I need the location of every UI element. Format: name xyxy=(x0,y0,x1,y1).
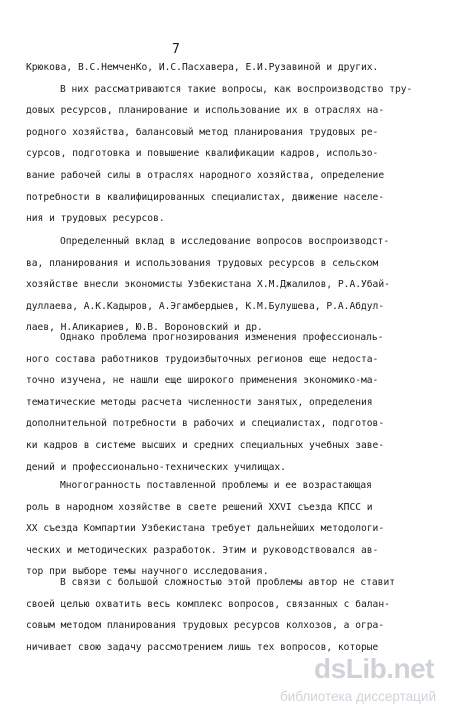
text-line: тор при выборе темы научного исследования. xyxy=(26,566,269,578)
text-line: В них рассматриваются такие вопросы, как воспроизводство тру- xyxy=(60,83,413,95)
paragraph-1 xyxy=(26,57,421,230)
watermark-logo: dsLib.net xyxy=(314,653,434,684)
text-line: ничивает свою задачу рассмотрением лишь тех вопросов, которые xyxy=(26,641,379,653)
text-line: родного хозяйства, балансовый метод планирования трудовых ре- xyxy=(26,126,379,138)
text-line: В связи с большой сложностью этой проблемы автор не ставит xyxy=(60,577,396,588)
paragraph-5 xyxy=(26,572,421,658)
text-line: Определенный вклад в исследование вопросов воспроизводст- xyxy=(60,236,390,247)
text-line: дополнительной потребности в рабочих и специалистах, подготов- xyxy=(26,418,385,430)
text-line: ния и трудовых ресурсов. xyxy=(26,213,165,225)
text-line: ва, планирования и использования трудовых ресурсов в сельском xyxy=(26,257,379,269)
text-line: дуллаева, А.К.Кадыров, А.Эгамбердыев, К.М.Булушева, Р.А.Абдул- xyxy=(26,300,385,312)
text-line: ХХ съезда Компартии Узбекистана требует дальнейших методологи- xyxy=(26,523,385,535)
text-line: вание рабочей силы в отраслях народного хозяйства, определение xyxy=(26,169,385,181)
text-line: точно изучена, не нашли еще широкого применения экономико-ма- xyxy=(26,375,379,387)
text-line: сурсов, подготовка и повышение квалификации кадров, использо- xyxy=(26,148,379,160)
text-line: совым методом планирования трудовых ресурсов колхозов, а огра- xyxy=(26,620,385,632)
text-line: довых ресурсов, планирование и использование их в отраслях на- xyxy=(26,105,385,117)
text-line: ческих и методических разработок. Этим и руководствовался ав- xyxy=(26,544,379,556)
text-line: роль в народном хозяйстве в свете решений ХХVI съезда КПСС и xyxy=(26,501,373,513)
text-line: Крюкова, В.С.НемченКо, И.С.Пасхавера, Е.И.Рузавиной и других. xyxy=(26,62,379,73)
text-line: Многогранность поставленной проблемы и ее возрастающая xyxy=(60,480,372,491)
text-line: ки кадров в системе высших и средних специальных учебных заве- xyxy=(26,439,385,451)
paragraph-3 xyxy=(26,327,421,478)
watermark-caption: библиотека диссертаций xyxy=(279,689,436,704)
text-line: потребности в квалифицированных специалистах, движение населе- xyxy=(26,191,385,203)
paragraph-4 xyxy=(26,475,421,583)
text-line: своей целью охватить весь комплекс вопросов, связанных с балан- xyxy=(26,598,390,610)
paragraph-2 xyxy=(26,231,421,339)
text-line: лаев, Н.Аликариев, Ю.В. Вороновский и др. xyxy=(26,322,263,334)
text-line: Однако проблема прогнозирования изменения профессиональ- xyxy=(60,332,384,343)
text-line: хозяйстве внесли экономисты Узбекистана Х.М.Джалилов, Р.А.Убай- xyxy=(26,279,390,291)
page-number: 7 xyxy=(172,42,180,57)
text-line: дений и профессионально-технических училищах. xyxy=(26,461,286,473)
text-line: ного состава работников трудоизбыточных регионов еще недоста- xyxy=(26,353,379,365)
text-line: тематические методы расчета численности занятых, определения xyxy=(26,396,373,408)
watermark xyxy=(250,653,440,711)
